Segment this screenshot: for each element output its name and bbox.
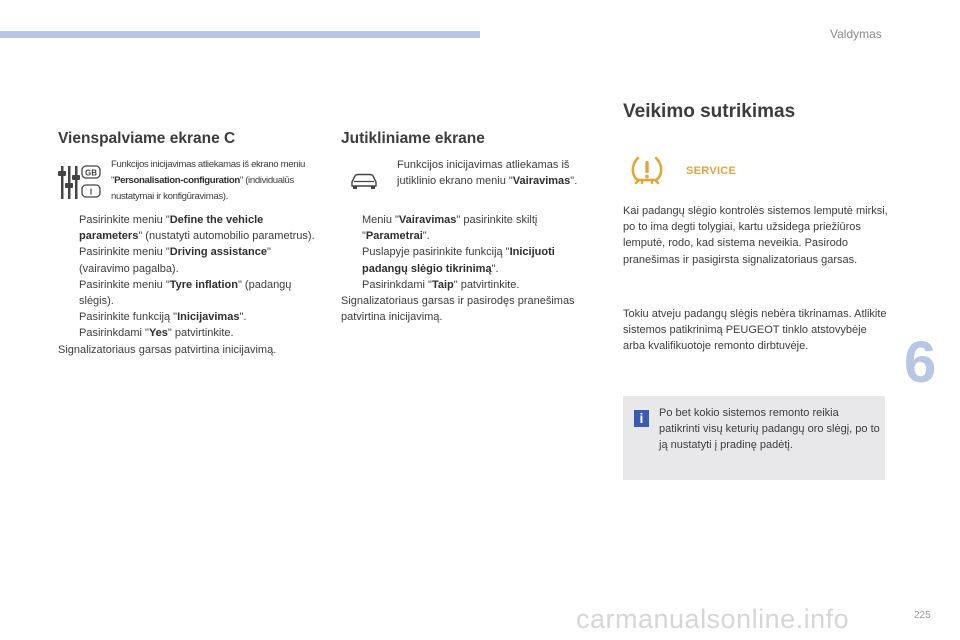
tyre-pressure-warning-icon [630,154,664,186]
list-item: Meniu "Vairavimas" pasirinkite skiltį "Parametrai". [362,214,538,243]
col3-paragraph-2: Tokiu atveju padangų slėgis nebėra tikrinamas. Atlikite sistemos patikrinimą PEUGEOT tinklo atstovybėje arba kvalifikuotoje remonto dirbtuvėje. [623,308,887,353]
watermark: carmanualsonline.info [576,604,850,634]
list-item: Pasirinkdami "Yes" patvirtinkite. [79,327,234,340]
col3-paragraph-1: Kai padangų slėgio kontrolės sistemos lemputė mirksi, po to ima degti tolygiai, kartu užsidega priežiūros lemputė, rodo, kad sistema neveikia. Pasirodo pranešimas ir pasigirsta signalizatoriaus garsas. [623,205,888,266]
col1-steps [58,212,318,358]
list-item: Puslapyje pasirinkite funkciją "Inicijuoti padangų slėgio tikrinimą". [362,246,555,275]
info-icon: i [634,410,649,427]
chapter-number: 6 [904,330,937,395]
col1-conclusion: Signalizatoriaus garsas patvirtina inicijavimą. [58,343,277,356]
col1-note: Funkcijos inicijavimas atliekamas iš ekrano meniu "Personalisation-configuration" (individualūs nustatymai ir konfigūravimas). [111,159,305,202]
col1-title: Vienspalviame ekrane C [58,130,236,147]
list-item: Pasirinkdami "Taip" patvirtinkite. [362,278,520,291]
list-item: Pasirinkite meniu "Tyre inflation" (padangų slėgis). [79,278,292,308]
service-warning-label: SERVICE [686,165,737,177]
info-box [623,396,885,480]
col2-note: Funkcijos inicijavimas atliekamas iš jutiklinio ekrano meniu "Vairavimas". [397,159,578,187]
section-title: Valdymas [830,27,882,41]
col2-conclusion: Signalizatoriaus garsas ir pasirodęs pranešimas patvirtina inicijavimą. [341,295,575,324]
i-label: I [89,187,93,197]
list-item: Pasirinkite meniu "Driving assistance" (vairavimo pagalba). [79,246,271,275]
list-item: Pasirinkite funkciją "Inicijavimas". [79,311,247,324]
controls-icon [58,163,106,203]
car-icon [349,172,379,190]
list-item: Pasirinkite meniu "Define the vehicle parameters" (nustatyti automobilio parametrus). [79,214,315,243]
col2-steps [341,212,591,325]
gb-label: GB [85,168,97,178]
info-text: Po bet kokio sistemos remonto reikia patikrinti visų keturių padangų oro slėgį, po to ją nustatyti į pradinę padėtį. [659,407,880,452]
page-number: 225 [914,610,931,621]
col2-title: Jutikliniame ekrane [341,130,485,147]
header-accent-bar [0,31,480,38]
col3-title: Veikimo sutrikimas [623,101,796,122]
